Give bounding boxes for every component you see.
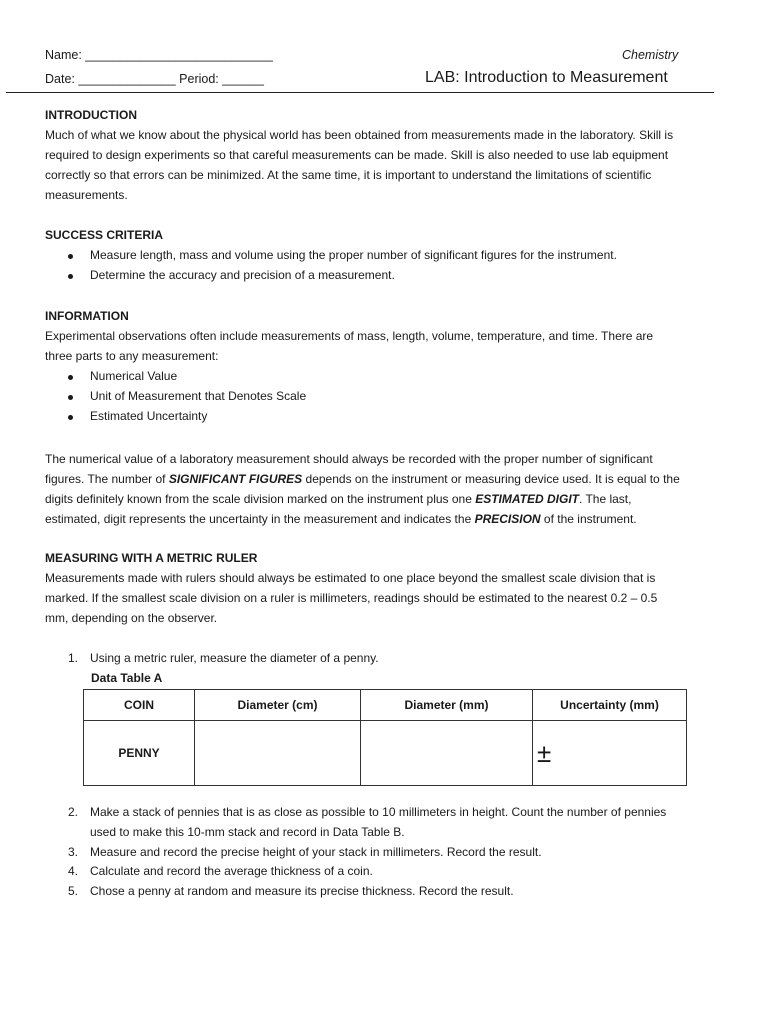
introduction-paragraph <box>45 125 725 205</box>
coin-cell-penny: PENNY <box>84 721 195 786</box>
date-period-field-label[interactable]: Date: ______________ Period: ______ <box>45 72 264 86</box>
introduction-line: required to design experiments so that careful measurements can be made. Skill is also needed to use lab equipment <box>45 148 669 162</box>
subject-label: Chemistry <box>622 48 679 62</box>
diameter-cm-input-cell[interactable] <box>195 721 361 786</box>
bullet-icon <box>68 375 73 380</box>
ruler-line: marked. If the smallest scale division on a ruler is millimeters, readings should be estimated to the nearest 0.2 – 0.5 <box>45 591 658 605</box>
metric-ruler-paragraph <box>45 568 725 628</box>
step-2-line: Make a stack of pennies that is as close as possible to 10 millimeters in height. Count the number of pennies <box>90 805 667 819</box>
precision-term: PRECISION <box>474 512 541 526</box>
measurement-part-item: Numerical Value <box>90 369 178 383</box>
data-table-a <box>83 689 687 786</box>
introduction-line: measurements. <box>45 188 128 202</box>
step-5-text: Chose a penny at random and measure its precise thickness. Record the result. <box>90 884 514 898</box>
step-number: 1. <box>68 651 79 665</box>
success-criteria-item: Measure length, mass and volume using the proper number of significant figures for the instrument. <box>90 248 617 262</box>
sigfig-line: figures. The number of SIGNIFICANT FIGURES depends on the instrument or measuring device used. It is equal to the <box>45 472 680 486</box>
step-1-text: Using a metric ruler, measure the diameter of a penny. <box>90 651 379 665</box>
step-2-line: used to make this 10-mm stack and record in Data Table B. <box>90 825 405 839</box>
information-paragraph <box>45 326 725 366</box>
column-header-coin: COIN <box>84 690 195 721</box>
lab-title <box>425 69 668 87</box>
measurement-part-item: Unit of Measurement that Denotes Scale <box>90 389 307 403</box>
table-row <box>84 721 687 786</box>
step-3-text: Measure and record the precise height of your stack in millimeters. Record the result. <box>90 845 542 859</box>
bullet-icon <box>68 395 73 400</box>
step-4-text: Calculate and record the average thickness of a coin. <box>90 864 373 878</box>
ruler-line: Measurements made with rulers should always be estimated to one place beyond the smallest scale division that is <box>45 571 656 585</box>
metric-ruler-heading: MEASURING WITH A METRIC RULER <box>45 551 258 565</box>
name-field-label[interactable]: Name: ___________________________ <box>45 48 273 62</box>
bullet-icon <box>68 415 73 420</box>
step-number: 3. <box>68 845 79 859</box>
header-divider <box>6 92 714 93</box>
diameter-mm-input-cell[interactable] <box>361 721 533 786</box>
estimated-digit-term: ESTIMATED DIGIT <box>475 492 579 506</box>
sigfig-line: digits definitely known from the scale division marked on the instrument plus one ESTIMATED DIGIT. The last, <box>45 492 632 506</box>
step-2-text <box>90 802 720 842</box>
step-number: 2. <box>68 805 79 819</box>
column-header-uncertainty-mm: Uncertainty (mm) <box>533 690 687 721</box>
introduction-heading: INTRODUCTION <box>45 108 137 122</box>
information-line: three parts to any measurement: <box>45 349 219 363</box>
ruler-line: mm, depending on the observer. <box>45 611 218 625</box>
significant-figures-term: SIGNIFICANT FIGURES <box>168 472 303 486</box>
lab-prefix: LAB: <box>425 69 460 86</box>
bullet-icon <box>68 254 73 259</box>
introduction-line: Much of what we know about the physical world has been obtained from measurements made in the laboratory. Skill is <box>45 128 674 142</box>
success-criteria-item: Determine the accuracy and precision of a measurement. <box>90 268 395 282</box>
sigfig-line: The numerical value of a laboratory measurement should always be recorded with the proper number of significant <box>45 452 653 466</box>
success-criteria-heading: SUCCESS CRITERIA <box>45 228 164 242</box>
information-line: Experimental observations often include measurements of mass, length, volume, temperature, and time. There are <box>45 329 654 343</box>
column-header-diameter-cm: Diameter (cm) <box>195 690 361 721</box>
table-header-row <box>84 690 687 721</box>
step-number: 4. <box>68 864 79 878</box>
bullet-icon <box>68 274 73 279</box>
data-table-a-title: Data Table A <box>91 671 163 685</box>
step-number: 5. <box>68 884 79 898</box>
measurement-part-item: Estimated Uncertainty <box>90 409 208 423</box>
lab-title-text: Introduction to Measurement <box>459 69 668 86</box>
significant-figures-paragraph <box>45 449 725 529</box>
sigfig-line: estimated, digit represents the uncertainty in the measurement and indicates the PRECISION of the instrument. <box>45 512 637 526</box>
introduction-line: correctly so that errors can be minimized. At the same time, it is important to understand the limitations of scientific <box>45 168 652 182</box>
information-heading: INFORMATION <box>45 309 129 323</box>
uncertainty-input-cell[interactable]: ± <box>533 721 687 786</box>
column-header-diameter-mm: Diameter (mm) <box>361 690 533 721</box>
